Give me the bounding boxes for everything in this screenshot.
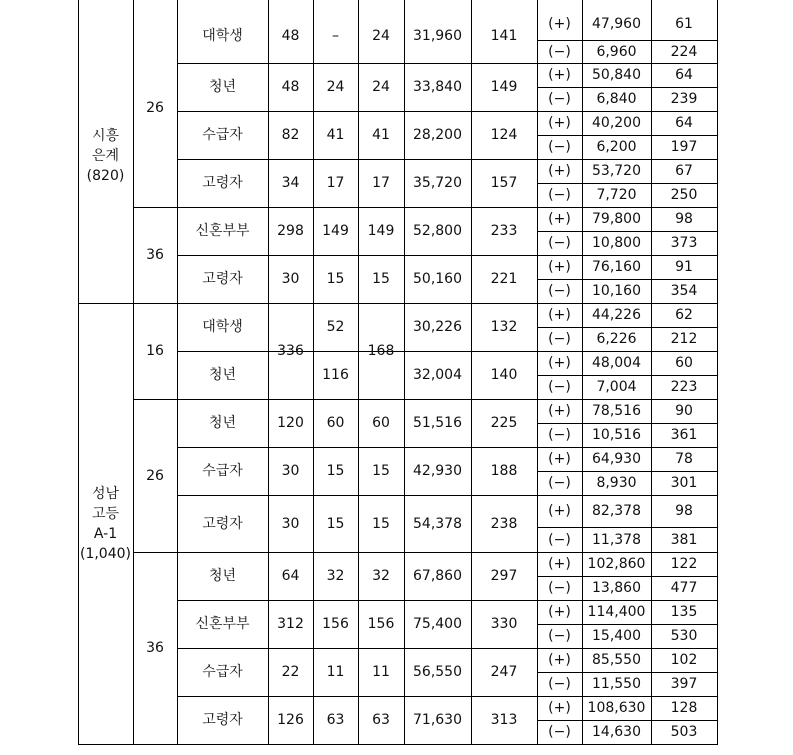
decrease-sign: (−) xyxy=(548,427,571,443)
converted-deposit: 50,840 xyxy=(592,67,641,83)
converted-deposit: 108,630 xyxy=(587,700,646,716)
converted-deposit: 6,960 xyxy=(596,43,637,60)
region-name: 시흥 은계 (820) xyxy=(86,127,125,184)
decrease-sign: (−) xyxy=(548,43,571,60)
deposit-value: 30,226 xyxy=(413,319,462,335)
converted-deposit: 53,720 xyxy=(592,163,641,179)
housing-type: 신혼부부 xyxy=(195,223,250,239)
total-units: 30 xyxy=(281,515,300,532)
monthly-rent-value: 238 xyxy=(490,515,518,532)
housing-type: 수급자 xyxy=(202,664,243,680)
table-rule xyxy=(537,183,718,184)
increase-sign: (+) xyxy=(548,259,571,275)
housing-type: 고령자 xyxy=(202,515,243,532)
decrease-sign: (−) xyxy=(548,475,571,491)
converted-deposit: 10,800 xyxy=(592,235,641,251)
units-group-b: 24 xyxy=(372,27,390,44)
units-group-a: 15 xyxy=(326,515,345,532)
converted-deposit: 14,630 xyxy=(592,724,641,740)
increase-sign: (+) xyxy=(548,16,571,32)
units-group-b: 11 xyxy=(372,664,390,680)
converted-deposit: 13,860 xyxy=(592,580,641,596)
deposit-value: 32,004 xyxy=(413,367,462,383)
units-group-a: 116 xyxy=(322,367,349,383)
units-group-a: 63 xyxy=(326,712,345,728)
increase-sign: (+) xyxy=(548,307,571,323)
table-rule xyxy=(537,471,718,472)
converted-rent: 98 xyxy=(675,503,693,519)
units-group-b: 168 xyxy=(367,343,395,359)
converted-rent: 381 xyxy=(670,531,698,548)
converted-deposit: 10,516 xyxy=(592,427,641,443)
units-group-a: 17 xyxy=(326,175,345,191)
monthly-rent-value: 225 xyxy=(490,415,518,431)
decrease-sign: (−) xyxy=(548,379,571,395)
table-rule xyxy=(537,87,718,88)
deposit-value: 28,200 xyxy=(413,127,462,143)
monthly-rent-value: 233 xyxy=(490,223,518,239)
deposit-value: 75,400 xyxy=(413,616,462,632)
deposit-value: 35,720 xyxy=(413,175,462,191)
total-units: 120 xyxy=(277,415,304,431)
converted-rent: 361 xyxy=(670,427,698,443)
converted-rent: 90 xyxy=(675,403,693,419)
units-group-a: – xyxy=(332,27,339,44)
converted-rent: 78 xyxy=(675,451,693,467)
area-size: 36 xyxy=(146,640,164,656)
table-rule xyxy=(537,375,718,376)
table-rule xyxy=(717,0,718,744)
converted-rent: 239 xyxy=(670,91,698,107)
deposit-value: 52,800 xyxy=(413,223,462,239)
total-units: 336 xyxy=(277,343,304,359)
units-group-a: 11 xyxy=(326,664,345,680)
increase-sign: (+) xyxy=(548,451,571,467)
units-group-a: 24 xyxy=(326,79,345,95)
units-group-a: 15 xyxy=(326,271,345,287)
converted-deposit: 6,200 xyxy=(596,139,637,155)
converted-rent: 477 xyxy=(670,580,698,596)
monthly-rent-value: 140 xyxy=(490,367,518,383)
units-group-b: 15 xyxy=(372,463,390,479)
deposit-value: 42,930 xyxy=(413,463,462,479)
region-name: 성남 고등 A-1 (1,040) xyxy=(79,485,131,562)
converted-deposit: 102,860 xyxy=(587,556,646,572)
decrease-sign: (−) xyxy=(548,531,571,548)
monthly-rent-value: 313 xyxy=(490,712,518,728)
area-size: 36 xyxy=(146,247,164,263)
units-group-b: 32 xyxy=(372,568,390,584)
total-units: 126 xyxy=(277,712,304,728)
converted-rent: 61 xyxy=(675,16,693,32)
monthly-rent-value: 149 xyxy=(490,79,518,95)
deposit-value: 33,840 xyxy=(413,79,462,95)
table-rule xyxy=(651,0,652,744)
converted-rent: 503 xyxy=(670,724,698,740)
converted-deposit: 7,004 xyxy=(596,379,637,395)
table-rule xyxy=(537,672,718,673)
units-group-b: 41 xyxy=(372,127,390,143)
deposit-value: 51,516 xyxy=(413,415,462,431)
converted-rent: 135 xyxy=(670,604,698,620)
units-group-b: 15 xyxy=(372,271,390,287)
converted-rent: 373 xyxy=(670,235,698,251)
converted-rent: 212 xyxy=(670,331,698,347)
table-rule xyxy=(537,624,718,625)
housing-type: 대학생 xyxy=(202,27,243,44)
converted-rent: 197 xyxy=(670,139,698,155)
converted-rent: 224 xyxy=(670,43,698,60)
table-rule xyxy=(582,0,583,744)
converted-deposit: 8,930 xyxy=(596,475,637,491)
converted-deposit: 82,378 xyxy=(592,503,641,519)
table-rule xyxy=(537,40,718,41)
total-units: 22 xyxy=(281,664,300,680)
converted-rent: 122 xyxy=(670,556,698,572)
increase-sign: (+) xyxy=(548,652,571,668)
total-units: 82 xyxy=(281,127,300,143)
total-units: 34 xyxy=(281,175,300,191)
monthly-rent-value: 330 xyxy=(490,616,518,632)
total-units: 48 xyxy=(281,27,300,44)
total-units: 30 xyxy=(281,463,300,479)
converted-deposit: 114,400 xyxy=(587,604,646,620)
table-rule xyxy=(133,0,134,744)
table-rule xyxy=(537,135,718,136)
converted-deposit: 44,226 xyxy=(592,307,641,323)
table-rule xyxy=(404,0,405,744)
converted-deposit: 11,550 xyxy=(592,676,641,692)
converted-rent: 128 xyxy=(670,700,698,716)
table-rule xyxy=(78,0,79,744)
monthly-rent-value: 141 xyxy=(490,27,518,44)
monthly-rent-value: 188 xyxy=(490,463,518,479)
total-units: 64 xyxy=(281,568,300,584)
units-group-a: 149 xyxy=(322,223,349,239)
converted-deposit: 7,720 xyxy=(596,187,637,203)
units-group-a: 156 xyxy=(322,616,349,632)
decrease-sign: (−) xyxy=(548,676,571,692)
converted-deposit: 15,400 xyxy=(592,628,641,644)
converted-deposit: 6,840 xyxy=(596,91,637,107)
area-size: 26 xyxy=(146,99,164,116)
converted-rent: 250 xyxy=(670,187,698,203)
increase-sign: (+) xyxy=(548,604,571,620)
units-group-b: 17 xyxy=(372,175,390,191)
decrease-sign: (−) xyxy=(548,235,571,251)
units-group-b: 149 xyxy=(367,223,395,239)
total-units: 312 xyxy=(277,616,304,632)
decrease-sign: (−) xyxy=(548,580,571,596)
housing-type: 고령자 xyxy=(202,712,243,728)
converted-deposit: 40,200 xyxy=(592,115,641,131)
converted-rent: 67 xyxy=(675,163,693,179)
table-rule xyxy=(537,527,718,528)
housing-type: 수급자 xyxy=(202,463,243,479)
deposit-value: 54,378 xyxy=(413,515,462,532)
increase-sign: (+) xyxy=(548,115,571,131)
monthly-rent-value: 132 xyxy=(490,319,518,335)
units-group-a: 15 xyxy=(326,463,345,479)
table-rule xyxy=(268,0,269,744)
converted-deposit: 78,516 xyxy=(592,403,641,419)
table-rule xyxy=(177,0,178,744)
increase-sign: (+) xyxy=(548,211,571,227)
housing-type: 청년 xyxy=(208,79,237,95)
area-size: 16 xyxy=(146,343,164,359)
units-group-b: 24 xyxy=(372,79,390,95)
decrease-sign: (−) xyxy=(548,331,571,347)
converted-deposit: 47,960 xyxy=(592,16,641,32)
decrease-sign: (−) xyxy=(548,283,571,299)
total-units: 298 xyxy=(277,223,304,239)
housing-type: 고령자 xyxy=(202,175,243,191)
deposit-value: 31,960 xyxy=(413,27,462,44)
converted-rent: 397 xyxy=(670,676,698,692)
units-group-a: 52 xyxy=(326,319,345,335)
converted-deposit: 10,160 xyxy=(592,283,641,299)
table-rule xyxy=(537,231,718,232)
housing-type: 고령자 xyxy=(202,271,243,287)
increase-sign: (+) xyxy=(548,67,571,83)
units-group-a: 60 xyxy=(326,415,345,431)
increase-sign: (+) xyxy=(548,700,571,716)
decrease-sign: (−) xyxy=(548,724,571,740)
units-group-b: 156 xyxy=(367,616,395,632)
increase-sign: (+) xyxy=(548,503,571,519)
monthly-rent-value: 221 xyxy=(490,271,518,287)
converted-rent: 64 xyxy=(675,67,693,83)
table-rule xyxy=(537,720,718,721)
housing-type: 청년 xyxy=(208,568,237,584)
table-rule xyxy=(471,0,472,744)
deposit-value: 50,160 xyxy=(413,271,462,287)
decrease-sign: (−) xyxy=(548,139,571,155)
converted-rent: 60 xyxy=(675,355,693,371)
table-rule xyxy=(537,327,718,328)
converted-deposit: 76,160 xyxy=(592,259,641,275)
housing-type: 청년 xyxy=(208,415,237,431)
units-group-b: 15 xyxy=(372,515,390,532)
increase-sign: (+) xyxy=(548,556,571,572)
area-size: 26 xyxy=(146,467,164,484)
converted-deposit: 48,004 xyxy=(592,355,641,371)
increase-sign: (+) xyxy=(548,403,571,419)
total-units: 30 xyxy=(281,271,300,287)
converted-rent: 223 xyxy=(670,379,698,395)
deposit-value: 67,860 xyxy=(413,568,462,584)
table-rule xyxy=(358,0,359,744)
converted-deposit: 85,550 xyxy=(592,652,641,668)
converted-rent: 530 xyxy=(670,628,698,644)
housing-type: 수급자 xyxy=(202,127,243,143)
decrease-sign: (−) xyxy=(548,628,571,644)
table-rule xyxy=(537,423,718,424)
units-group-a: 41 xyxy=(326,127,345,143)
units-group-b: 60 xyxy=(372,415,390,431)
table-rule xyxy=(78,744,718,745)
table-rule xyxy=(313,0,314,744)
converted-deposit: 79,800 xyxy=(592,211,641,227)
converted-rent: 98 xyxy=(675,211,693,227)
units-group-a: 32 xyxy=(326,568,345,584)
converted-deposit: 64,930 xyxy=(592,451,641,467)
increase-sign: (+) xyxy=(548,355,571,371)
converted-deposit: 11,378 xyxy=(592,531,641,548)
deposit-value: 71,630 xyxy=(413,712,462,728)
housing-type: 청년 xyxy=(208,367,237,383)
housing-type: 신혼부부 xyxy=(195,616,250,632)
converted-rent: 91 xyxy=(675,259,693,275)
table-rule xyxy=(537,576,718,577)
increase-sign: (+) xyxy=(548,163,571,179)
total-units: 48 xyxy=(281,79,300,95)
converted-rent: 62 xyxy=(675,307,693,323)
converted-rent: 102 xyxy=(670,652,698,668)
monthly-rent-value: 124 xyxy=(490,127,518,143)
converted-rent: 64 xyxy=(675,115,693,131)
converted-rent: 301 xyxy=(670,475,698,491)
converted-deposit: 6,226 xyxy=(596,331,637,347)
monthly-rent-value: 297 xyxy=(490,568,518,584)
monthly-rent-value: 157 xyxy=(490,175,518,191)
decrease-sign: (−) xyxy=(548,187,571,203)
decrease-sign: (−) xyxy=(548,91,571,107)
housing-type: 대학생 xyxy=(202,319,243,335)
table-rule xyxy=(537,279,718,280)
table-rule xyxy=(537,0,538,744)
converted-rent: 354 xyxy=(670,283,698,299)
deposit-value: 56,550 xyxy=(413,664,462,680)
monthly-rent-value: 247 xyxy=(490,664,518,680)
units-group-b: 63 xyxy=(372,712,390,728)
